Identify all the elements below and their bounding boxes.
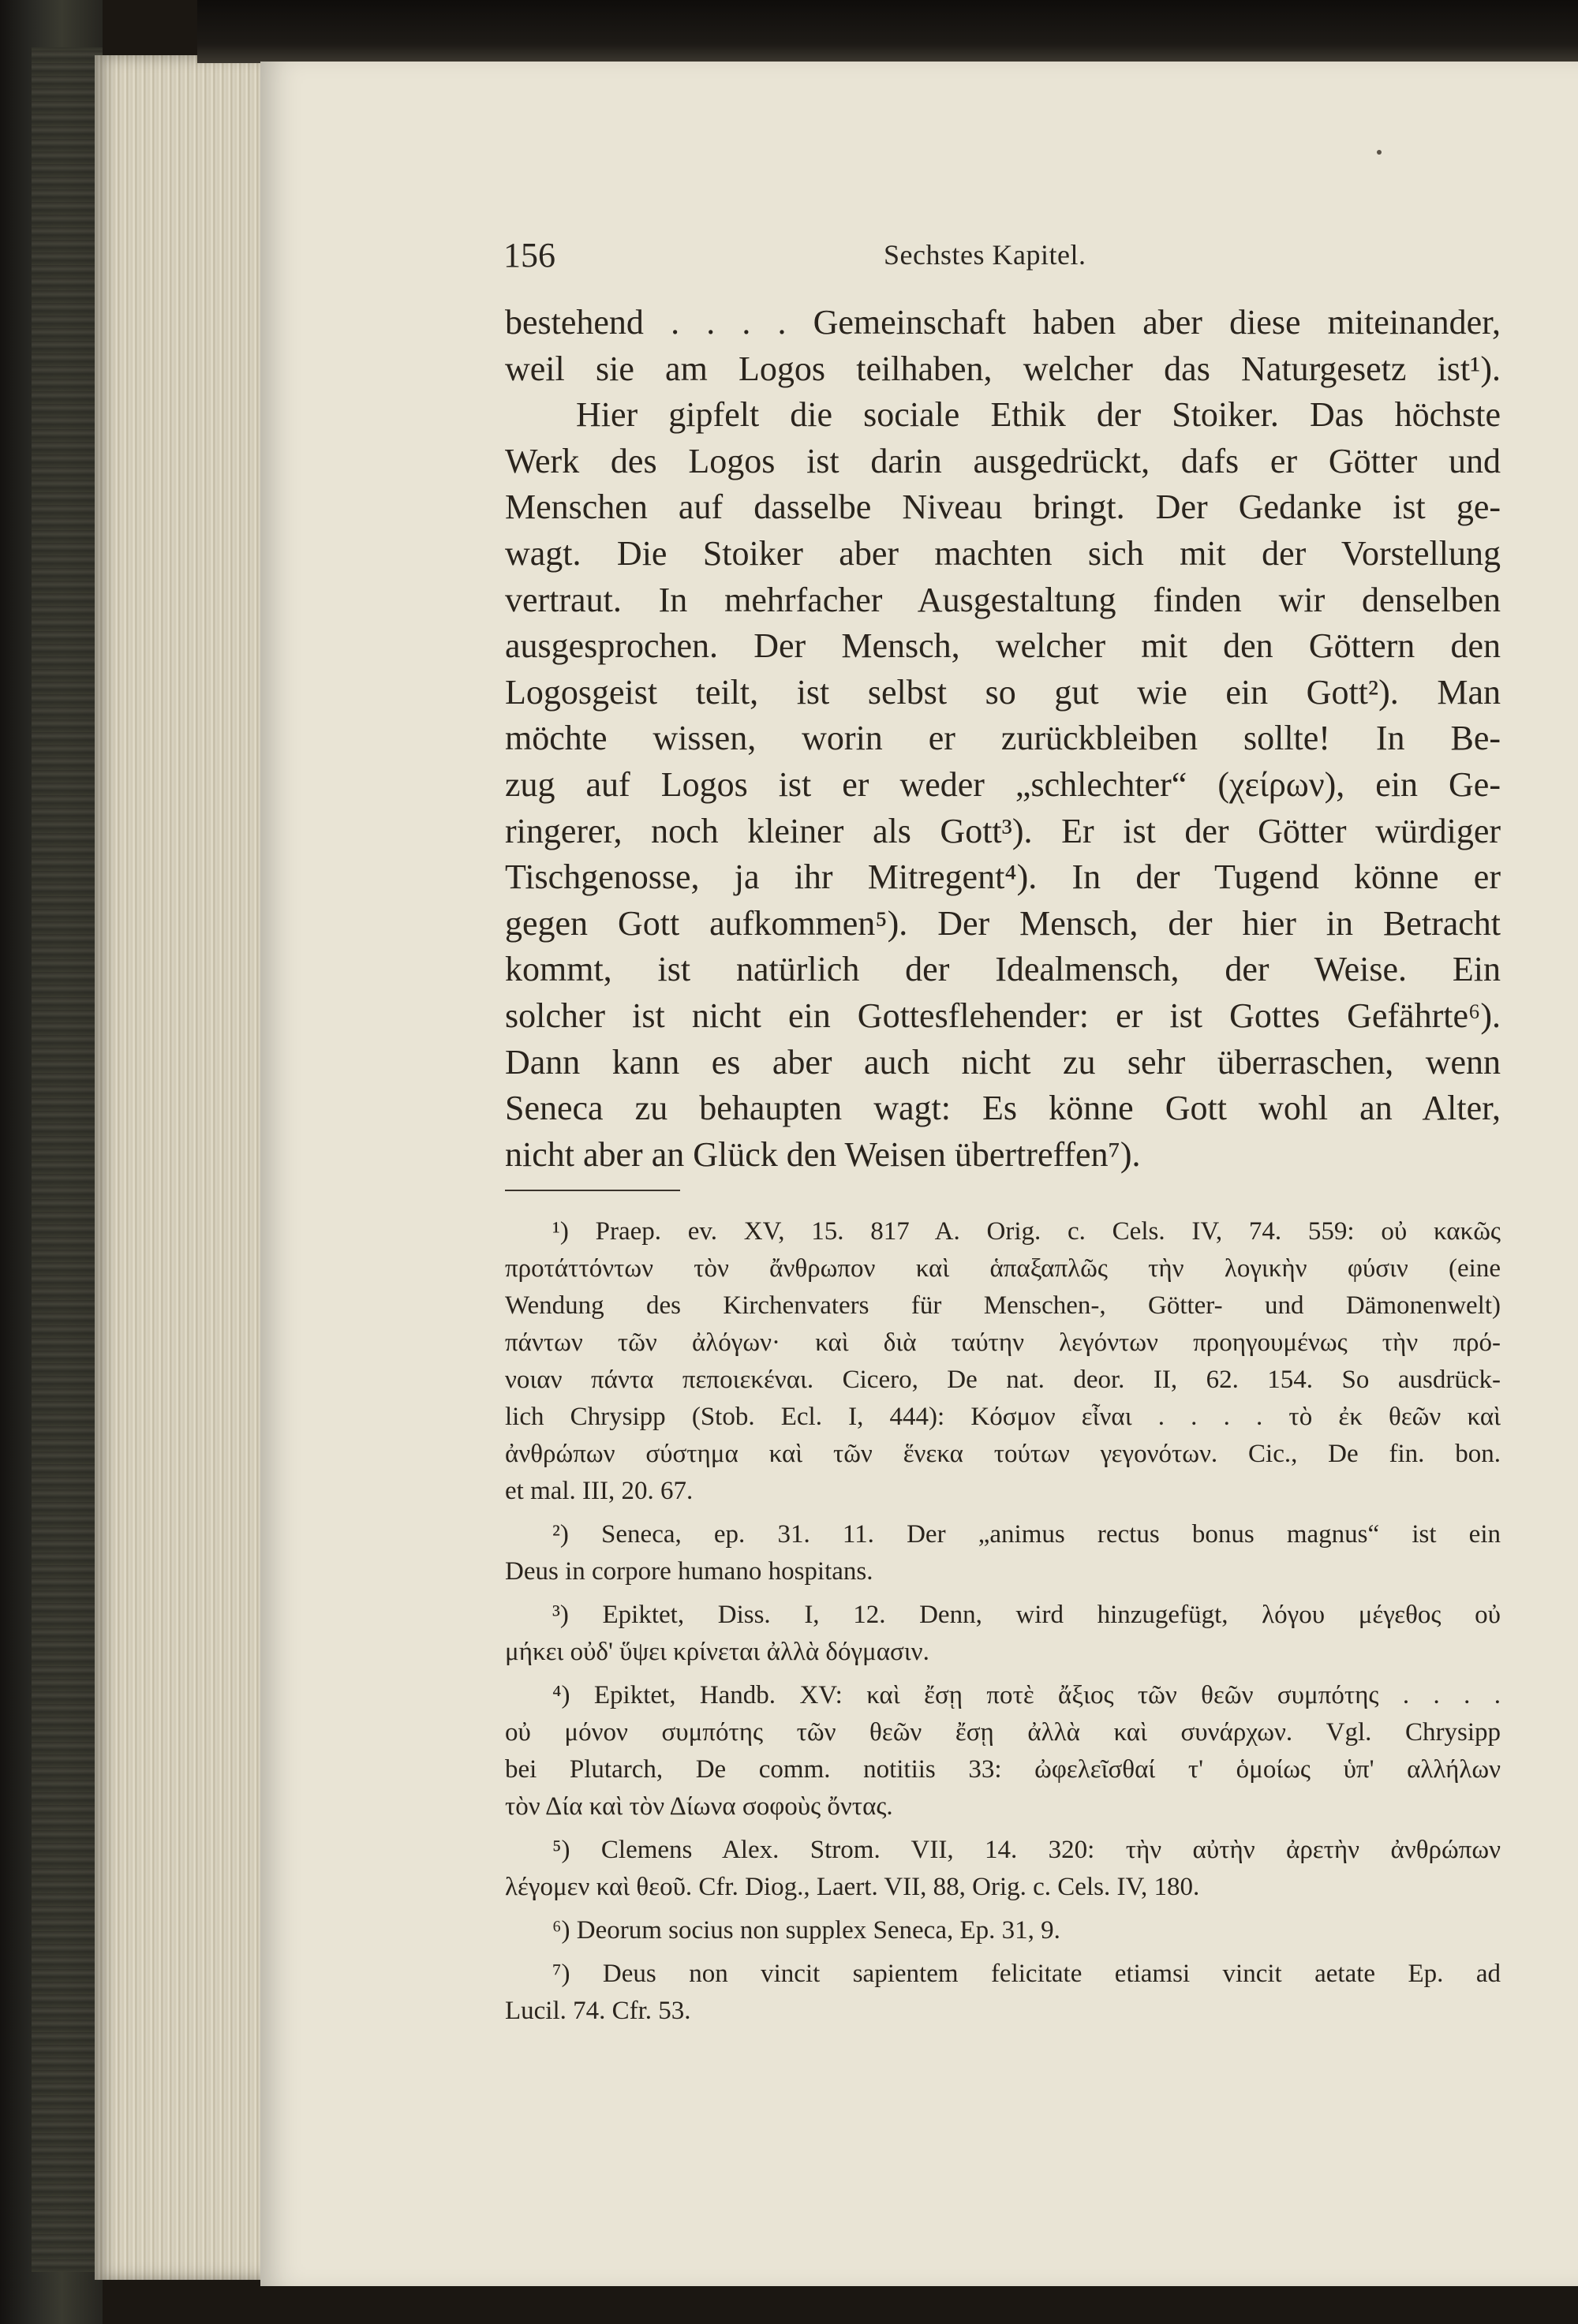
body-line: Hier gipfelt die sociale Ethik der Stoiker. Das höchste bbox=[576, 395, 1501, 435]
running-title: Sechstes Kapitel. bbox=[884, 239, 1086, 271]
page-stack-edges bbox=[95, 55, 276, 2280]
body-line: Dann kann es aber auch nicht zu sehr überraschen, wenn bbox=[505, 1042, 1501, 1082]
body-line: Menschen auf dasselbe Niveau bringt. Der Gedanke ist ge- bbox=[505, 488, 1501, 527]
footnote-line: ³) Epiktet, Diss. I, 12. Denn, wird hinzugefügt, λόγου μέγεθος οὐ bbox=[552, 1601, 1501, 1629]
footnote-line: οὐ μόνον συμπότης τῶν θεῶν ἔσῃ ἀλλὰ καὶ συνάρχων. Vgl. Chrysipp bbox=[505, 1718, 1501, 1747]
body-line: kommt, ist natürlich der Idealmensch, der Weise. Ein bbox=[505, 950, 1501, 989]
body-line: weil sie am Logos teilhaben, welcher das Naturgesetz ist¹). bbox=[505, 349, 1501, 388]
body-line: solcher ist nicht ein Gottesflehender: er ist Gottes Gefährte⁶). bbox=[505, 996, 1501, 1035]
footnote-line: Deus in corpore humano hospitans. bbox=[505, 1557, 873, 1586]
footnote-line: Lucil. 74. Cfr. 53. bbox=[505, 1997, 691, 2025]
body-line: zug auf Logos ist er weder „schlechter“ (χείρων), ein Ge- bbox=[505, 764, 1501, 804]
top-shadow bbox=[197, 0, 1578, 63]
body-text bbox=[505, 300, 1501, 1178]
page-number: 156 bbox=[503, 236, 555, 275]
footnote-line: ⁴) Epiktet, Handb. XV: καὶ ἔσῃ ποτὲ ἄξιος τῶν θεῶν συμπότης . . . . bbox=[552, 1681, 1501, 1709]
footnotes bbox=[505, 1213, 1501, 2036]
footnote-line: ⁵) Clemens Alex. Strom. VII, 14. 320: τὴν αὐτὴν ἀρετὴν ἀνθρώπων bbox=[552, 1836, 1501, 1864]
footnote-line: Wendung des Kirchenvaters für Menschen-, Götter- und Dämonenwelt) bbox=[505, 1291, 1501, 1320]
body-line: Seneca zu behaupten wagt: Es könne Gott wohl an Alter, bbox=[505, 1089, 1501, 1128]
body-line: ausgesprochen. Der Mensch, welcher mit den Göttern den bbox=[505, 626, 1501, 666]
footnote-line: et mal. III, 20. 67. bbox=[505, 1477, 694, 1505]
footnote-line: προτάττόντων τὸν ἄνθρωπον καὶ ἁπαξαπλῶς τὴν λογικὴν φύσιν (eine bbox=[505, 1254, 1501, 1283]
body-line: ringerer, noch kleiner als Gott³). Er ist der Götter würdiger bbox=[505, 811, 1501, 850]
footnote-line: ¹) Praep. ev. XV, 15. 817 A. Orig. c. Cels. IV, 74. 559: οὐ κακῶς bbox=[552, 1217, 1501, 1246]
footnote-3 bbox=[505, 1597, 1501, 1671]
paper-speck bbox=[1377, 150, 1382, 155]
body-line: vertraut. In mehrfacher Ausgestaltung finden wir denselben bbox=[505, 580, 1501, 619]
body-line: wagt. Die Stoiker aber machten sich mit der Vorstellung bbox=[505, 533, 1501, 573]
body-line: Logosgeist teilt, ist selbst so gut wie ein Gott²). Man bbox=[505, 672, 1501, 712]
footnote-2 bbox=[505, 1516, 1501, 1590]
footnote-rule bbox=[505, 1190, 680, 1191]
body-line: Werk des Logos ist darin ausgedrückt, dafs er Götter und bbox=[505, 441, 1501, 480]
body-line: nicht aber an Glück den Weisen übertreffen⁷). bbox=[505, 1134, 1141, 1174]
footnote-line: lich Chrysipp (Stob. Ecl. I, 444): Κόσμον εἶναι . . . . τὸ ἐκ θεῶν καὶ bbox=[505, 1403, 1501, 1431]
footnote-7 bbox=[505, 1956, 1501, 2030]
footnote-line: νοιαν πάντα πεποιεκέναι. Cicero, De nat. deor. II, 62. 154. So ausdrück- bbox=[505, 1366, 1501, 1394]
cover-edge bbox=[32, 47, 103, 2272]
footnote-line: bei Plutarch, De comm. notitiis 33: ὠφελεῖσθαί τ' ὁμοίως ὑπ' αλλήλων bbox=[505, 1755, 1501, 1784]
footnote-5 bbox=[505, 1832, 1501, 1906]
body-line: bestehend . . . . Gemeinschaft haben aber diese miteinander, bbox=[505, 303, 1501, 342]
footnote-line: ²) Seneca, ep. 31. 11. Der „animus rectus bonus magnus“ ist ein bbox=[552, 1520, 1501, 1549]
footnote-1 bbox=[505, 1213, 1501, 1510]
footnote-line: ἀνθρώπων σύστημα καὶ τῶν ἕνεκα τούτων γεγονότων. Cic., De fin. bon. bbox=[505, 1440, 1501, 1468]
page-header bbox=[503, 235, 1505, 282]
footnote-line: μήκει οὐδ' ὕψει κρίνεται ἀλλὰ δόγμασιν. bbox=[505, 1638, 929, 1666]
footnote-6 bbox=[505, 1912, 1501, 1949]
body-line: möchte wissen, worin er zurückbleiben sollte! In Be- bbox=[505, 719, 1501, 758]
footnote-line: λέγομεν καὶ θεοῦ. Cfr. Diog., Laert. VII, 88, Orig. c. Cels. IV, 180. bbox=[505, 1873, 1200, 1901]
footnote-line: τὸν Δία καὶ τὸν Δίωνα σοφοὺς ὄντας. bbox=[505, 1792, 893, 1821]
footnote-4 bbox=[505, 1677, 1501, 1825]
footnote-line: ⁷) Deus non vincit sapientem felicitate etiamsi vincit aetate Ep. ad bbox=[552, 1960, 1501, 1988]
footnote-line: ⁶) Deorum socius non supplex Seneca, Ep. 31, 9. bbox=[552, 1916, 1060, 1945]
body-line: gegen Gott aufkommen⁵). Der Mensch, der hier in Betracht bbox=[505, 903, 1501, 943]
footnote-line: πάντων τῶν ἀλόγων· καὶ διὰ ταύτην λεγόντων προηγουμένως τὴν πρό- bbox=[505, 1328, 1501, 1357]
body-line: Tischgenosse, ja ihr Mitregent⁴). In der Tugend könne er bbox=[505, 857, 1501, 897]
